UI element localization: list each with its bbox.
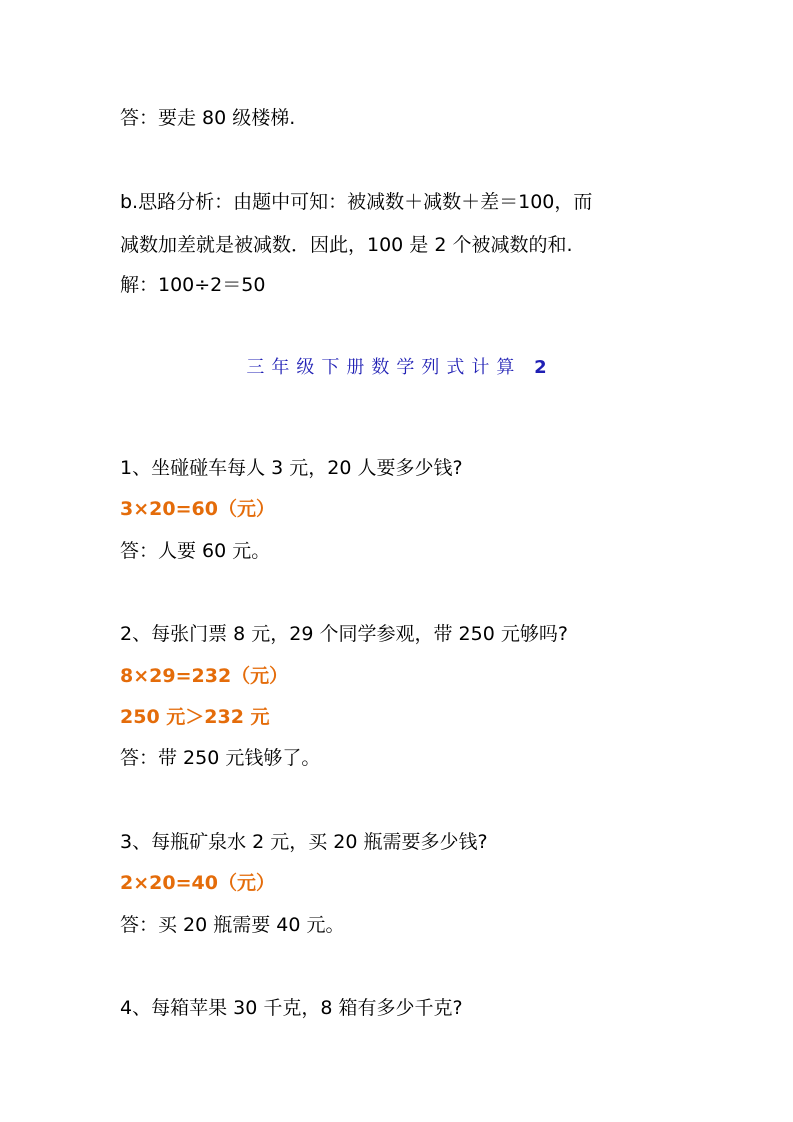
- problem-4-question: 4、每箱苹果 30 千克，8 箱有多少千克?: [120, 997, 463, 1019]
- section-title: [0, 356, 793, 380]
- problem-2-formula-1: 8×29=232（元）: [120, 665, 289, 687]
- problem-1-answer: 答：人要 60 元。: [120, 540, 271, 562]
- analysis-line-2: 减数加差就是被减数．因此，100 是 2 个被减数的和.: [120, 234, 573, 256]
- problem-3-answer: 答：买 20 瓶需要 40 元。: [120, 914, 345, 936]
- solution-text: 解：100÷2＝50: [120, 274, 266, 296]
- section-title-number: 2: [534, 357, 547, 378]
- problem-2-question: 2、每张门票 8 元，29 个同学参观，带 250 元够吗?: [120, 623, 568, 645]
- analysis-line-1: b.思路分析：由题中可知：被减数＋减数＋差＝100，而: [120, 191, 593, 213]
- section-title-text: 三年级下册数学列式计算: [246, 357, 522, 378]
- problem-1-formula-1: 3×20=60（元）: [120, 498, 275, 520]
- problem-2-answer: 答：带 250 元钱够了。: [120, 747, 321, 769]
- problem-1-question: 1、坐碰碰车每人 3 元，20 人要多少钱?: [120, 457, 463, 479]
- problem-3-formula-1: 2×20=40（元）: [120, 872, 275, 894]
- answer-a-text: 答：要走 80 级楼梯.: [120, 107, 296, 129]
- problem-3-question: 3、每瓶矿泉水 2 元，买 20 瓶需要多少钱?: [120, 831, 488, 853]
- problem-2-formula-2: 250 元＞232 元: [120, 706, 270, 728]
